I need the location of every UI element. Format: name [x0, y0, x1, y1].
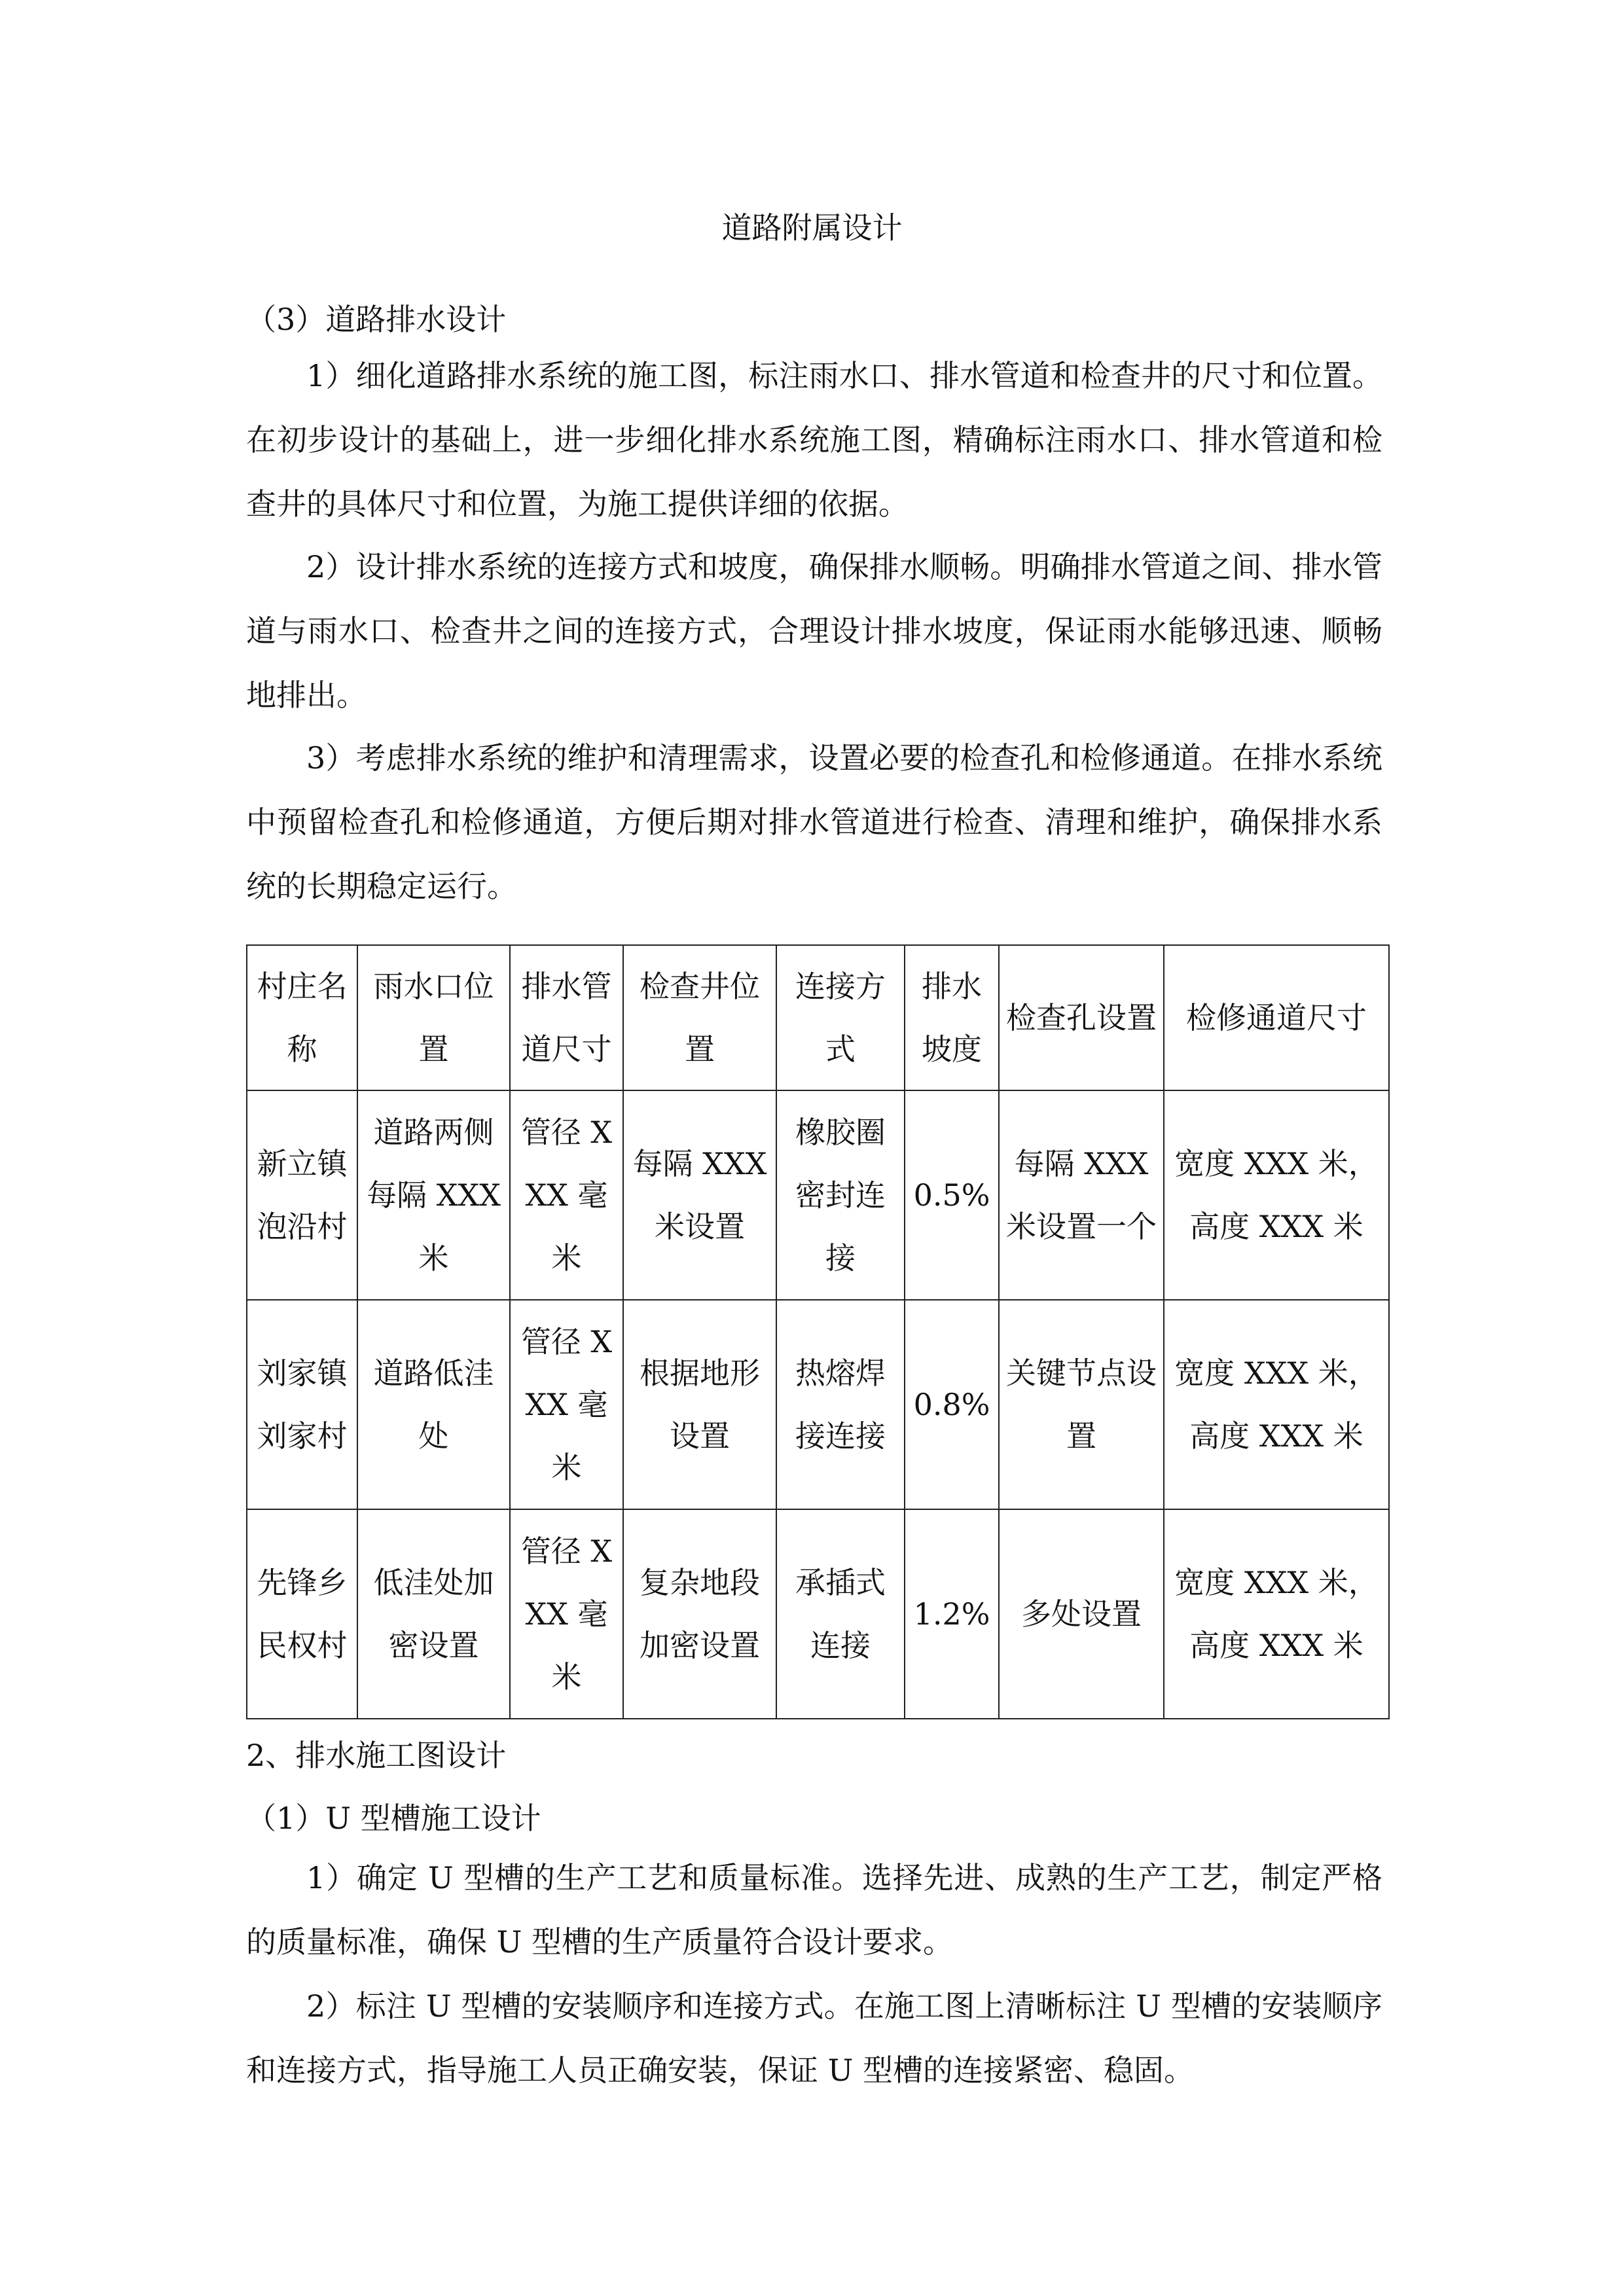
- paragraph-u-channel-2: 2）标注 U 型槽的安装顺序和连接方式。在施工图上清晰标注 U 型槽的安装顺序和连接方式，指导施工人员正确安装，保证 U 型槽的连接紧密、稳固。: [246, 1988, 1382, 2088]
- table-cell: 道路低洼处: [357, 1300, 510, 1509]
- table-cell: 管径 XXX 毫米: [510, 1509, 623, 1719]
- table-row: [247, 1300, 1389, 1509]
- section-heading-drainage-drawing: 2、排水施工图设计: [246, 1738, 507, 1773]
- table-cell: 1.2%: [905, 1509, 999, 1719]
- table-cell: 刘家镇刘家村: [247, 1300, 357, 1509]
- table-header-cell: 检查孔设置: [999, 945, 1164, 1090]
- table-cell: 根据地形设置: [623, 1300, 776, 1509]
- table-cell: 橡胶圈密封连接: [776, 1090, 905, 1300]
- table-cell: 多处设置: [999, 1509, 1164, 1719]
- table-cell: 宽度 XXX 米，高度 XXX 米: [1164, 1090, 1389, 1300]
- table-header-cell: 检查井位置: [623, 945, 776, 1090]
- table-header-cell: 检修通道尺寸: [1164, 945, 1389, 1090]
- table-cell: 道路两侧每隔 XXX 米: [357, 1090, 510, 1300]
- section-heading-drainage: （3）道路排水设计: [246, 302, 507, 337]
- table-header-cell: 排水管道尺寸: [510, 945, 623, 1090]
- table-header-cell: 连接方式: [776, 945, 905, 1090]
- table-cell: 管径 XXX 毫米: [510, 1300, 623, 1509]
- table-cell: 每隔 XXX 米设置: [623, 1090, 776, 1300]
- paragraph-drainage-1: 1）细化道路排水系统的施工图，标注雨水口、排水管道和检查井的尺寸和位置。在初步设计的基础上，进一步细化排水系统施工图，精确标注雨水口、排水管道和检查井的具体尺寸和位置，为施工提供详细的依据。: [246, 358, 1382, 522]
- table-header-cell: 雨水口位置: [357, 945, 510, 1090]
- table-row: [247, 1090, 1389, 1300]
- table-cell: 先锋乡民权村: [247, 1509, 357, 1719]
- drainage-table: [246, 944, 1390, 1719]
- table-cell: 宽度 XXX 米，高度 XXX 米: [1164, 1509, 1389, 1719]
- paragraph-drainage-3: 3）考虑排水系统的维护和清理需求，设置必要的检查孔和检修通道。在排水系统中预留检查孔和检修通道，方便后期对排水管道进行检查、清理和维护，确保排水系统的长期稳定运行。: [246, 740, 1382, 904]
- table-header-cell: 村庄名称: [247, 945, 357, 1090]
- table-cell: 0.5%: [905, 1090, 999, 1300]
- page-title: 道路附属设计: [721, 210, 903, 245]
- table-cell: 热熔焊接连接: [776, 1300, 905, 1509]
- paragraph-drainage-2: 2）设计排水系统的连接方式和坡度，确保排水顺畅。明确排水管道之间、排水管道与雨水口、检查井之间的连接方式，合理设计排水坡度，保证雨水能够迅速、顺畅地排出。: [246, 549, 1382, 713]
- table-cell: 关键节点设置: [999, 1300, 1164, 1509]
- subsection-heading-u-channel: （1）U 型槽施工设计: [246, 1801, 541, 1836]
- table-row: [247, 1509, 1389, 1719]
- table-cell: 低洼处加密设置: [357, 1509, 510, 1719]
- table-header-cell: 排水坡度: [905, 945, 999, 1090]
- table-cell: 新立镇泡沿村: [247, 1090, 357, 1300]
- paragraph-u-channel-1: 1）确定 U 型槽的生产工艺和质量标准。选择先进、成熟的生产工艺，制定严格的质量标准，确保 U 型槽的生产质量符合设计要求。: [246, 1860, 1382, 1960]
- table-header-row: [247, 945, 1389, 1090]
- table-cell: 管径 XXX 毫米: [510, 1090, 623, 1300]
- table-cell: 承插式连接: [776, 1509, 905, 1719]
- table-cell: 复杂地段加密设置: [623, 1509, 776, 1719]
- table-cell: 0.8%: [905, 1300, 999, 1509]
- table-cell: 每隔 XXX 米设置一个: [999, 1090, 1164, 1300]
- table-cell: 宽度 XXX 米，高度 XXX 米: [1164, 1300, 1389, 1509]
